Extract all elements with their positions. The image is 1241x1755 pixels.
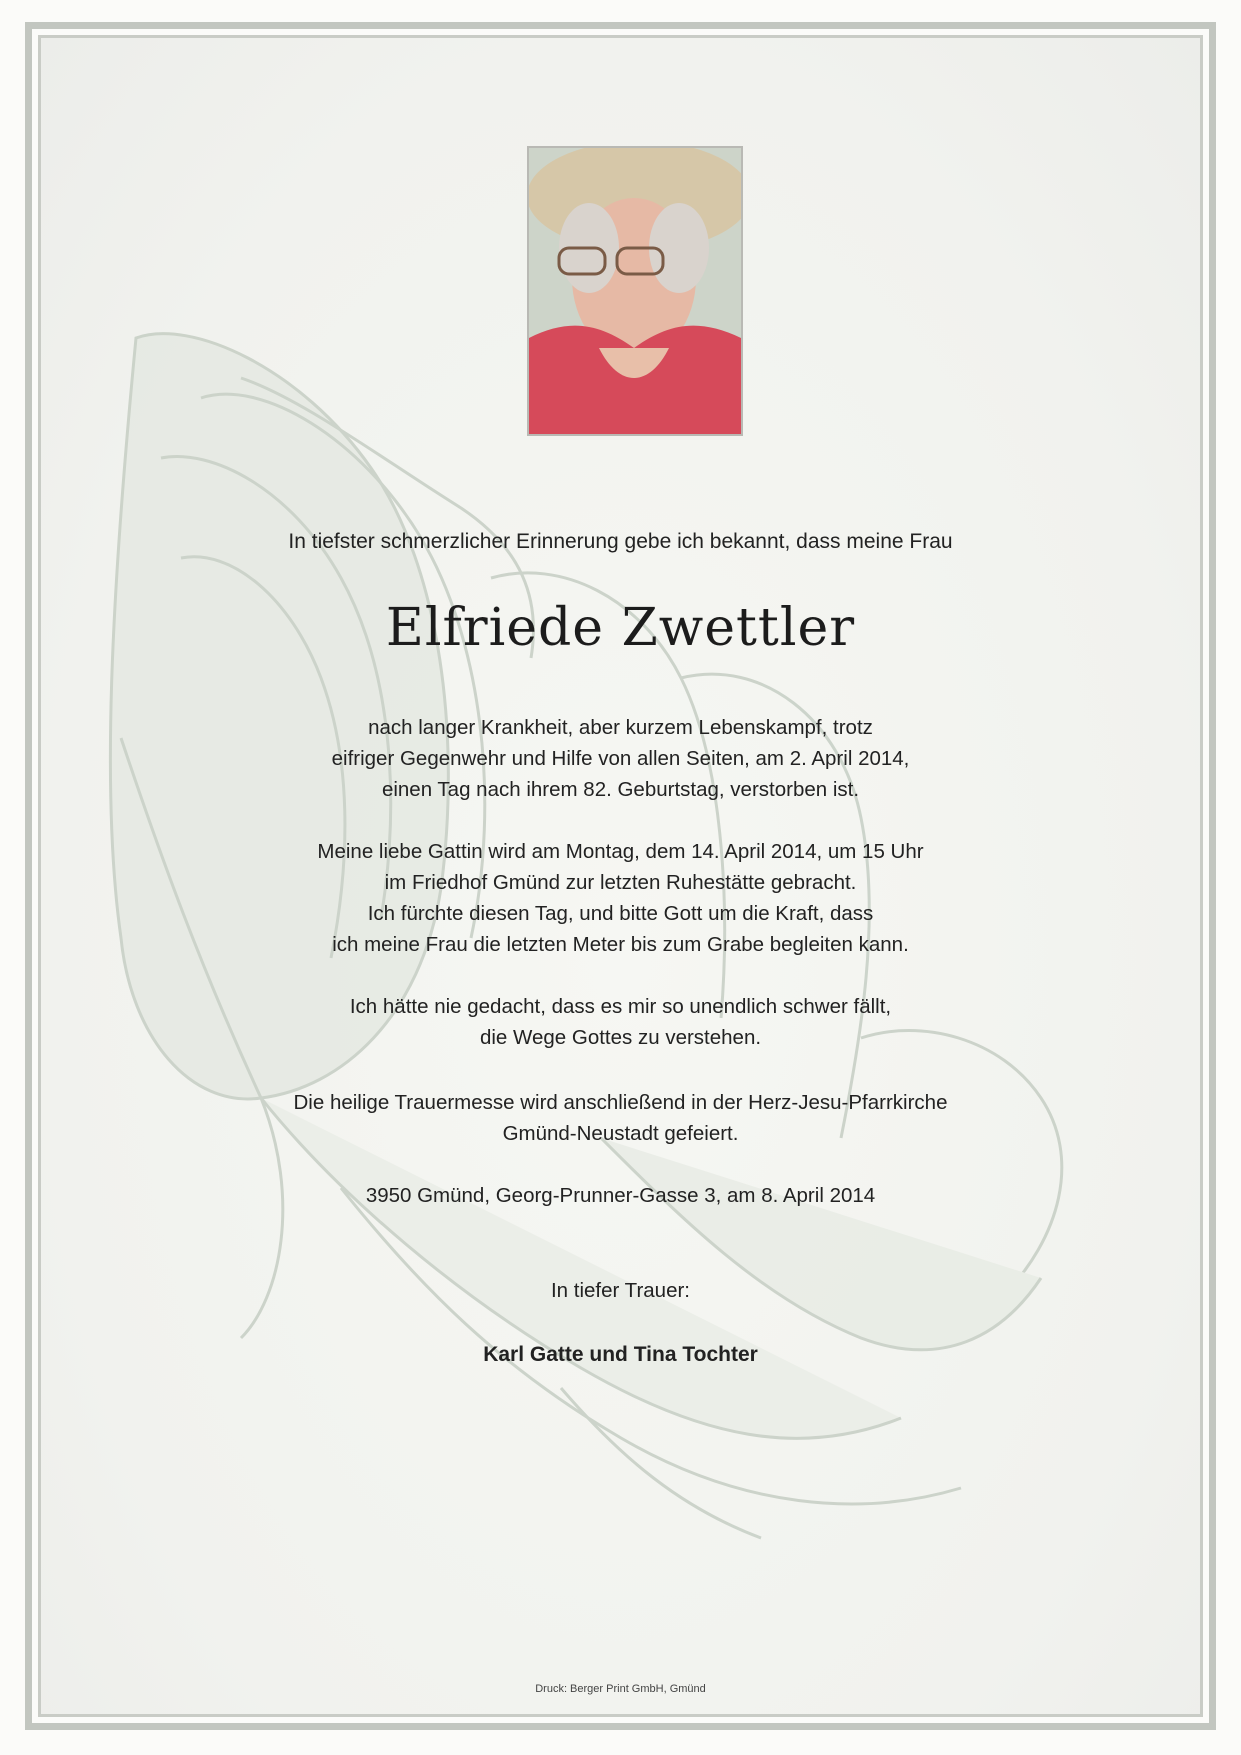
text-line: In tiefer Trauer:	[550, 1279, 690, 1302]
printer-credit: Druck: Berger Print GmbH, Gmünd	[535, 1683, 706, 1695]
portrait-photo	[527, 146, 743, 436]
text-line: ich meine Frau die letzten Meter bis zum Grabe begleiten kann.	[332, 933, 909, 956]
text-line: Die heilige Trauermesse wird anschließend in der Herz-Jesu-Pfarrkirche	[293, 1091, 948, 1114]
text-line: Meine liebe Gattin wird am Montag, dem 14. April 2014, um 15 Uhr	[317, 840, 924, 863]
paragraph-reflection	[0, 991, 1241, 1053]
signers: Karl Gatte und Tina Tochter	[483, 1343, 758, 1366]
text-line: 3950 Gmünd, Georg-Prunner-Gasse 3, am 8. April 2014	[365, 1184, 876, 1207]
place-and-date	[0, 1180, 1241, 1211]
paragraph-death-notice	[0, 712, 1241, 805]
text-line: einen Tag nach ihrem 82. Geburtstag, verstorben ist.	[381, 778, 860, 801]
mourning-label	[0, 1275, 1241, 1306]
text-line: Ich fürchte diesen Tag, und bitte Gott um die Kraft, dass	[367, 902, 874, 925]
text-line: die Wege Gottes zu verstehen.	[479, 1026, 762, 1049]
text-line: im Friedhof Gmünd zur letzten Ruhestätte gebracht.	[384, 871, 857, 894]
text-line: eifriger Gegenwehr und Hilfe von allen Seiten, am 2. April 2014,	[331, 747, 910, 770]
intro-text: In tiefster schmerzlicher Erinnerung gebe ich bekannt, dass meine Frau	[288, 530, 953, 553]
paragraph-mass	[0, 1087, 1241, 1149]
text-line: Ich hätte nie gedacht, dass es mir so unendlich schwer fällt,	[349, 995, 892, 1018]
text-line: Gmünd-Neustadt gefeiert.	[502, 1122, 739, 1145]
paragraph-funeral	[0, 836, 1241, 960]
text-line: nach langer Krankheit, aber kurzem Lebenskampf, trotz	[368, 716, 873, 739]
deceased-name: Elfriede Zwettler	[385, 598, 856, 658]
